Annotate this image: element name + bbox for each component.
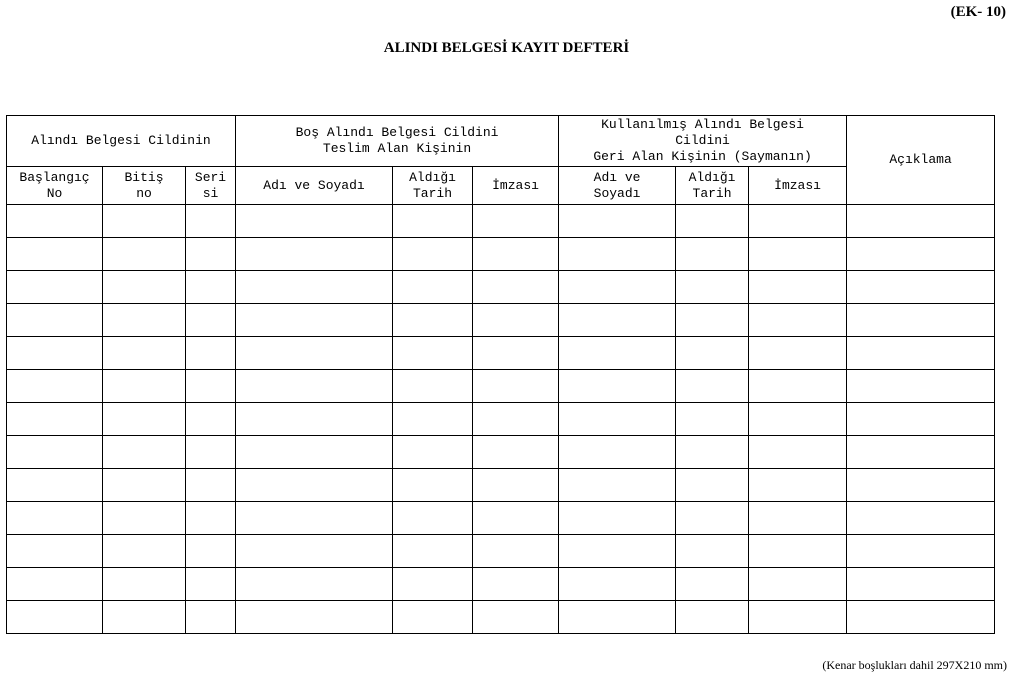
table-cell <box>103 469 186 502</box>
table-cell <box>236 403 393 436</box>
table-cell <box>236 370 393 403</box>
table-cell <box>393 370 473 403</box>
table-cell <box>847 370 995 403</box>
table-cell <box>7 370 103 403</box>
table-row <box>7 601 995 634</box>
table-cell <box>749 370 847 403</box>
table-cell <box>676 271 749 304</box>
table-cell <box>186 502 236 535</box>
table-cell <box>473 568 559 601</box>
register-body <box>7 205 995 634</box>
table-cell <box>7 337 103 370</box>
column-header-used-name: Adı ve Soyadı <box>559 167 676 205</box>
table-cell <box>393 205 473 238</box>
table-cell <box>847 535 995 568</box>
table-cell <box>393 568 473 601</box>
table-cell <box>236 535 393 568</box>
table-cell <box>473 304 559 337</box>
table-cell <box>473 238 559 271</box>
table-cell <box>236 469 393 502</box>
table-cell <box>473 502 559 535</box>
table-cell <box>103 238 186 271</box>
table-cell <box>847 304 995 337</box>
table-cell <box>847 601 995 634</box>
column-header-blank-signature: İmzası <box>473 167 559 205</box>
table-row <box>7 337 995 370</box>
table-row <box>7 370 995 403</box>
group-header-book: Alındı Belgesi Cildinin <box>7 116 236 167</box>
table-cell <box>236 238 393 271</box>
table-cell <box>559 205 676 238</box>
table-cell <box>7 271 103 304</box>
table-cell <box>236 568 393 601</box>
column-header-used-date: Aldığı Tarih <box>676 167 749 205</box>
table-cell <box>749 238 847 271</box>
table-row <box>7 238 995 271</box>
table-cell <box>749 271 847 304</box>
table-cell <box>559 304 676 337</box>
table-cell <box>7 403 103 436</box>
table-cell <box>103 601 186 634</box>
table-cell <box>103 304 186 337</box>
table-cell <box>393 601 473 634</box>
table-cell <box>559 568 676 601</box>
table-cell <box>7 601 103 634</box>
table-cell <box>186 403 236 436</box>
table-cell <box>749 337 847 370</box>
table-cell <box>393 469 473 502</box>
table-cell <box>393 502 473 535</box>
group-header-blank-receiver: Boş Alındı Belgesi Cildini Teslim Alan Kişinin <box>236 116 559 167</box>
table-cell <box>749 304 847 337</box>
table-cell <box>473 205 559 238</box>
table-cell <box>473 469 559 502</box>
column-header-series: Seri si <box>186 167 236 205</box>
table-cell <box>7 304 103 337</box>
table-cell <box>847 337 995 370</box>
table-cell <box>559 502 676 535</box>
group-header-used-returner: Kullanılmış Alındı Belgesi Cildini Geri Alan Kişinin (Saymanın) <box>559 116 847 167</box>
table-cell <box>473 436 559 469</box>
table-cell <box>186 271 236 304</box>
table-cell <box>103 403 186 436</box>
table-cell <box>559 370 676 403</box>
table-cell <box>559 535 676 568</box>
table-cell <box>847 205 995 238</box>
table-cell <box>847 271 995 304</box>
table-cell <box>559 271 676 304</box>
table-row <box>7 436 995 469</box>
table-cell <box>393 271 473 304</box>
table-cell <box>7 436 103 469</box>
table-cell <box>393 535 473 568</box>
table-cell <box>236 436 393 469</box>
table-cell <box>186 436 236 469</box>
table-row <box>7 469 995 502</box>
table-row <box>7 271 995 304</box>
table-cell <box>186 568 236 601</box>
table-row <box>7 304 995 337</box>
table-cell <box>186 370 236 403</box>
table-cell <box>473 370 559 403</box>
table-cell <box>749 205 847 238</box>
table-cell <box>103 535 186 568</box>
table-cell <box>473 271 559 304</box>
table-cell <box>7 238 103 271</box>
table-cell <box>676 601 749 634</box>
table-cell <box>676 469 749 502</box>
table-cell <box>749 601 847 634</box>
table-cell <box>676 403 749 436</box>
table-cell <box>186 469 236 502</box>
table-cell <box>559 238 676 271</box>
table-cell <box>103 502 186 535</box>
table-cell <box>236 271 393 304</box>
table-cell <box>236 601 393 634</box>
table-cell <box>676 568 749 601</box>
group-header-remarks: Açıklama <box>847 116 995 205</box>
table-cell <box>393 337 473 370</box>
table-cell <box>186 601 236 634</box>
table-cell <box>7 535 103 568</box>
table-cell <box>559 337 676 370</box>
table-cell <box>393 436 473 469</box>
table-cell <box>559 601 676 634</box>
column-header-blank-date: Aldığı Tarih <box>393 167 473 205</box>
table-cell <box>186 535 236 568</box>
annex-label: (EK- 10) <box>950 4 1006 20</box>
table-cell <box>236 502 393 535</box>
table-cell <box>847 469 995 502</box>
table-cell <box>186 238 236 271</box>
table-cell <box>676 304 749 337</box>
table-cell <box>749 469 847 502</box>
table-cell <box>473 337 559 370</box>
table-cell <box>676 238 749 271</box>
table-cell <box>7 469 103 502</box>
table-cell <box>473 535 559 568</box>
table-cell <box>236 205 393 238</box>
table-cell <box>186 337 236 370</box>
table-cell <box>749 535 847 568</box>
table-cell <box>847 403 995 436</box>
register-table <box>6 115 995 634</box>
table-cell <box>847 502 995 535</box>
table-cell <box>847 568 995 601</box>
column-header-used-signature: İmzası <box>749 167 847 205</box>
table-cell <box>847 436 995 469</box>
table-cell <box>749 436 847 469</box>
table-row <box>7 403 995 436</box>
table-cell <box>7 502 103 535</box>
table-cell <box>103 568 186 601</box>
table-cell <box>676 436 749 469</box>
table-cell <box>559 469 676 502</box>
column-header-blank-name: Adı ve Soyadı <box>236 167 393 205</box>
column-header-start-no: Başlangıç No <box>7 167 103 205</box>
table-cell <box>393 238 473 271</box>
table-cell <box>473 601 559 634</box>
table-cell <box>559 403 676 436</box>
table-cell <box>7 205 103 238</box>
table-cell <box>7 568 103 601</box>
table-cell <box>676 502 749 535</box>
table-cell <box>236 337 393 370</box>
table-cell <box>236 304 393 337</box>
table-cell <box>749 568 847 601</box>
table-cell <box>103 370 186 403</box>
table-row <box>7 535 995 568</box>
footer-note: (Kenar boşlukları dahil 297X210 mm) <box>822 658 1007 672</box>
table-cell <box>186 304 236 337</box>
table-cell <box>847 238 995 271</box>
table-cell <box>749 403 847 436</box>
table-cell <box>393 304 473 337</box>
table-cell <box>676 535 749 568</box>
table-cell <box>103 205 186 238</box>
table-cell <box>103 271 186 304</box>
table-cell <box>393 403 473 436</box>
table-row <box>7 502 995 535</box>
table-cell <box>473 403 559 436</box>
column-header-end-no: Bitiş no <box>103 167 186 205</box>
table-cell <box>559 436 676 469</box>
table-cell <box>749 502 847 535</box>
table-cell <box>676 370 749 403</box>
page-title: ALINDI BELGESİ KAYIT DEFTERİ <box>383 40 630 56</box>
table-cell <box>676 337 749 370</box>
table-cell <box>103 337 186 370</box>
table-cell <box>676 205 749 238</box>
table-row <box>7 568 995 601</box>
table-cell <box>103 436 186 469</box>
table-cell <box>186 205 236 238</box>
table-row <box>7 205 995 238</box>
